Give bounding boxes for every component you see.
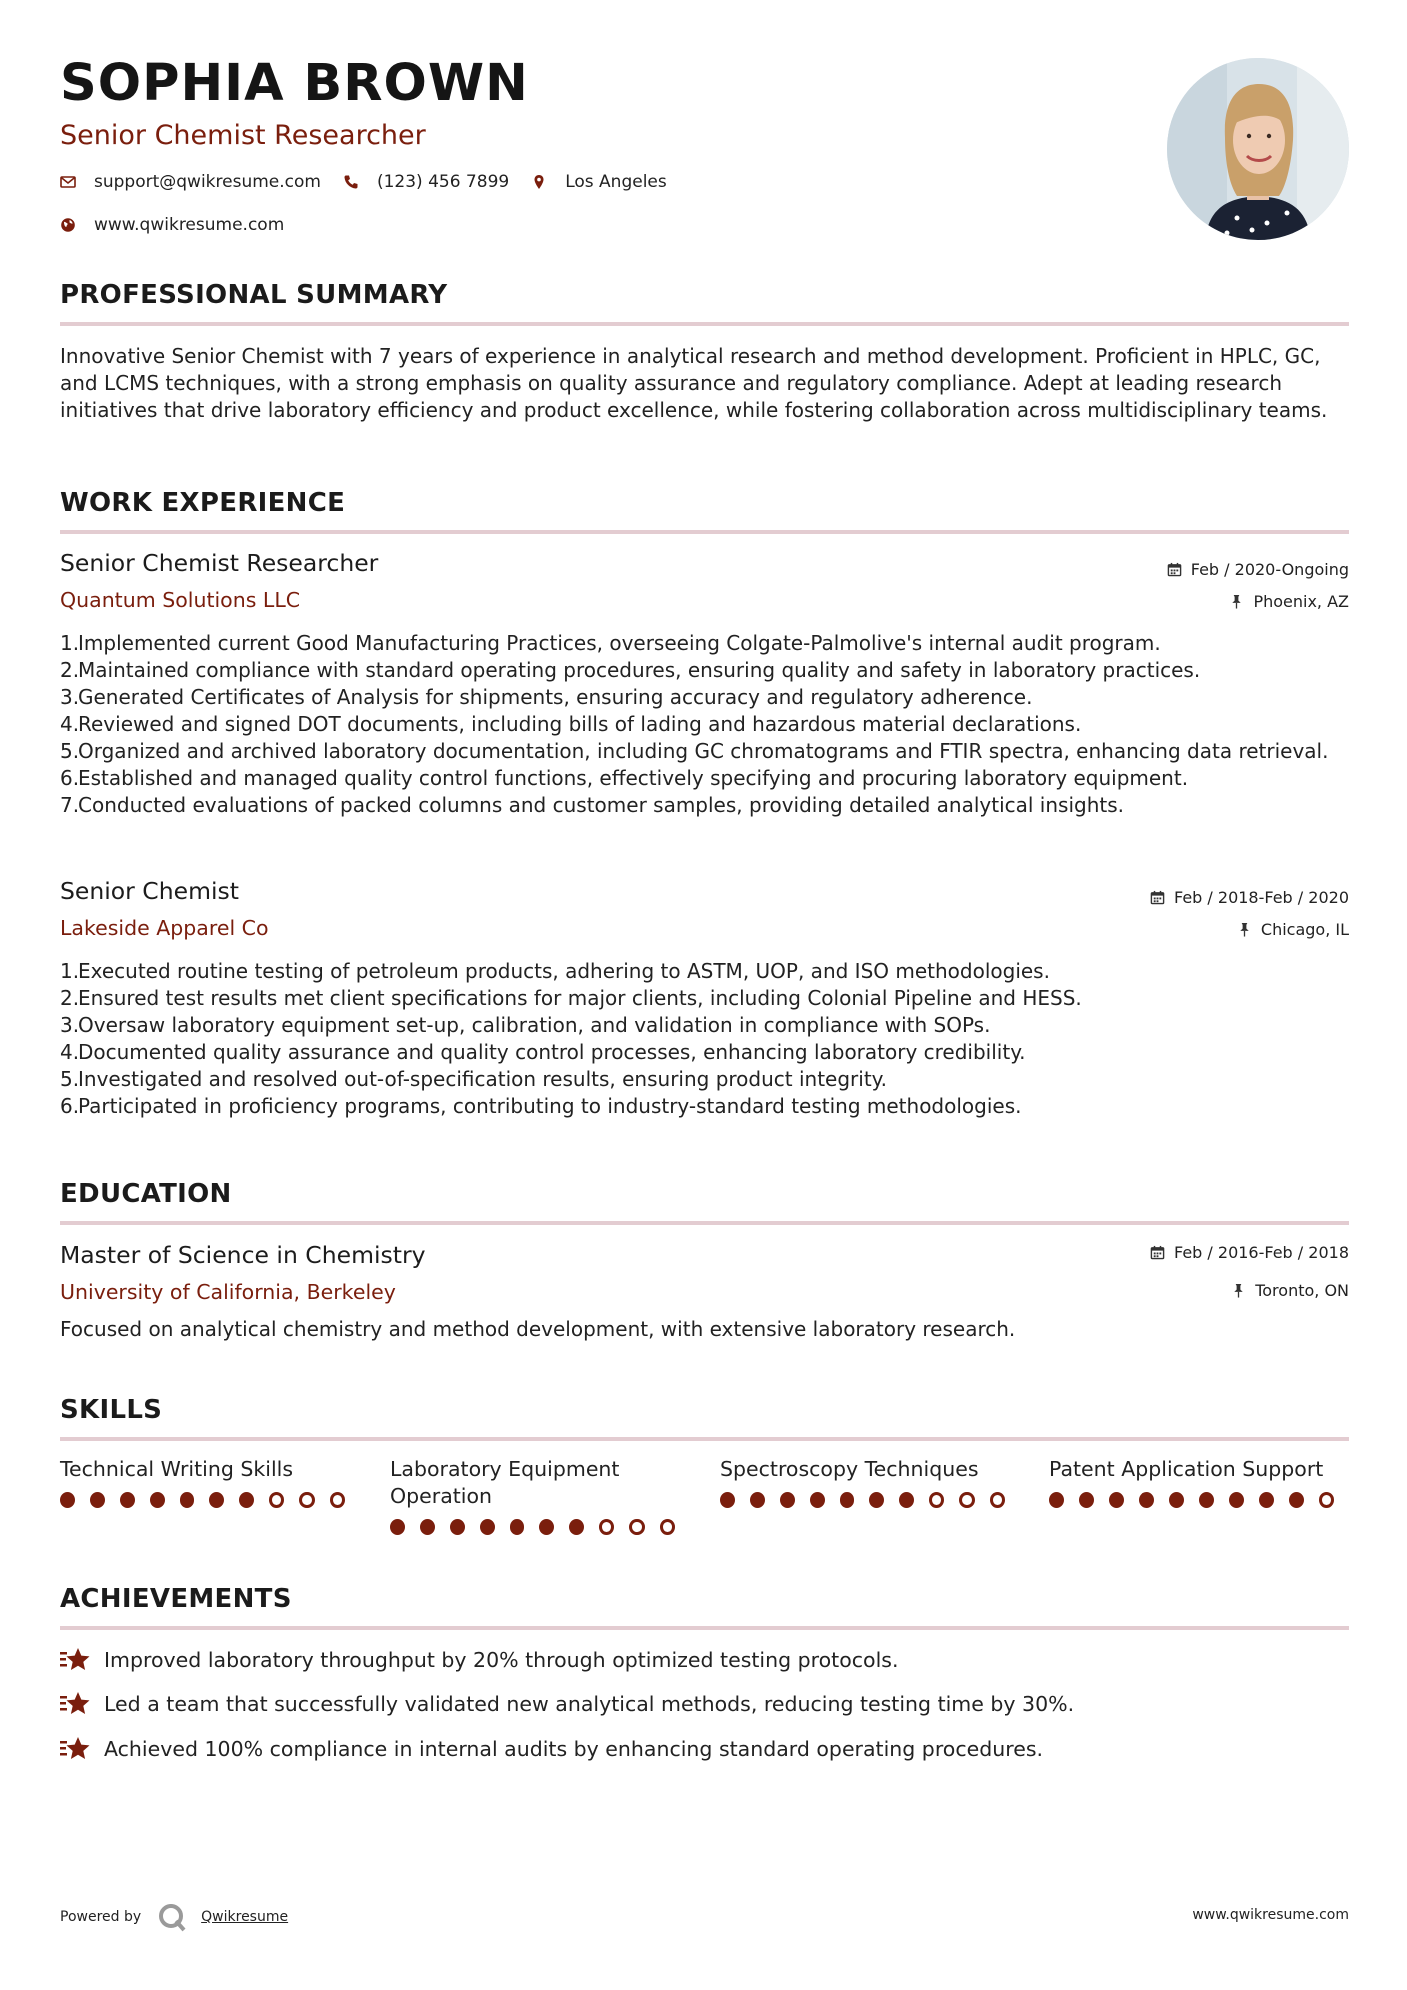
website-text: www.qwikresume.com [94,215,285,235]
list-text: Investigated and resolved out-of-specification results, ensuring product integrity. [78,1067,888,1091]
rating-dot-filled [1259,1492,1274,1508]
job-dates-text: Feb / 2018-Feb / 2020 [1174,888,1349,907]
location-item [531,172,667,192]
skill-name: Laboratory Equipment Operation [390,1457,620,1508]
powered-by-label: Powered by [60,1909,142,1925]
list-item [60,738,1349,765]
job-bullets [60,958,1349,1120]
achievement-item [60,1736,1043,1762]
education-dates [1150,1243,1349,1262]
rating-dot-filled [899,1492,914,1508]
rating-dot-empty [660,1519,675,1535]
job-dates-text: Feb / 2020-Ongoing [1190,560,1349,579]
education-heading: EDUCATION [60,1179,1349,1225]
achievement-text: Achieved 100% compliance in internal audits by enhancing standard operating procedures. [104,1737,1044,1761]
job-company: Lakeside Apparel Co [60,916,269,940]
list-text: Documented quality assurance and quality control processes, enhancing laboratory credibility. [78,1040,1026,1064]
job-location-text: Chicago, IL [1260,920,1349,939]
map-pin-icon [531,174,547,190]
list-text: Maintained compliance with standard operating procedures, ensuring quality and safety in laboratory practices. [78,658,1201,682]
rating-dot-filled [1229,1492,1244,1508]
profile-photo [1167,58,1349,240]
education-location-text: Toronto, ON [1255,1281,1349,1300]
job-dates [1167,560,1349,579]
contact-row [60,172,689,192]
summary-text: Innovative Senior Chemist with 7 years of experience in analytical research and method development. Proficient in HPLC, GC, and LCMS techniques, with a strong emphasis on quality assurance and regulatory compliance. Adept at leading research initiatives that drive laboratory efficiency and product excellence, while fostering collaboration across multidisciplinary teams. [60,344,1328,422]
school-name: University of California, Berkeley [60,1280,396,1304]
rating-dot-filled [120,1492,135,1508]
job-location [1229,592,1349,611]
skill-name: Patent Application Support [1049,1457,1324,1481]
list-text: Conducted evaluations of packed columns and customer samples, providing detailed analytical insights. [78,793,1124,817]
rating-dot-filled [150,1492,165,1508]
list-text: Ensured test results met client specifications for major clients, including Colonial Pipeline and HESS. [78,986,1082,1010]
list-item [60,792,1349,819]
rating-dot-empty [1319,1492,1334,1508]
list-item [60,1093,1349,1120]
job-title: Senior Chemist [60,877,239,905]
job-location [1237,920,1349,939]
list-text: Organized and archived laboratory documentation, including GC chromatograms and FTIR spectra, enhancing data retrieval. [78,739,1329,763]
skill-rating [60,1492,360,1508]
rating-dot-filled [510,1519,525,1535]
skills-heading: SKILLS [60,1395,1349,1441]
list-item [60,985,1349,1012]
list-number: 4. [60,1040,80,1064]
skill-item [1049,1456,1349,1508]
list-number: 6. [60,766,80,790]
list-item [60,1039,1349,1066]
list-number: 7. [60,793,80,817]
rating-dot-filled [1079,1492,1094,1508]
rating-dot-empty [299,1492,314,1508]
list-number: 5. [60,739,80,763]
list-text: Oversaw laboratory equipment set-up, calibration, and validation in compliance with SOPs. [78,1013,991,1037]
list-number: 2. [60,986,80,1010]
list-number: 3. [60,685,80,709]
job-dates [1150,888,1349,907]
achievement-text: Improved laboratory throughput by 20% through optimized testing protocols. [104,1648,899,1672]
rating-dot-empty [330,1492,345,1508]
list-text: Reviewed and signed DOT documents, including bills of lading and hazardous material declarations. [78,712,1082,736]
job-location-text: Phoenix, AZ [1253,592,1349,611]
footer-powered-by [60,1902,288,1932]
skill-item [60,1456,360,1508]
email-item[interactable] [60,172,321,192]
list-item [60,1012,1349,1039]
qwikresume-logo-icon [157,1902,187,1932]
list-item [60,630,1349,657]
rating-dot-filled [569,1519,584,1535]
list-number: 1. [60,959,80,983]
list-number: 1. [60,631,80,655]
rating-dot-filled [180,1492,195,1508]
summary-heading: PROFESSIONAL SUMMARY [60,280,1349,326]
skill-item [720,1456,1020,1508]
pushpin-icon [1231,1283,1246,1298]
education-description: Focused on analytical chemistry and method development, with extensive laboratory research. [60,1317,1016,1341]
calendar-icon [1167,562,1182,577]
rating-dot-filled [539,1519,554,1535]
website-item[interactable] [60,215,284,235]
skill-name: Technical Writing Skills [60,1457,294,1481]
achievements-heading: ACHIEVEMENTS [60,1584,1349,1630]
achievement-item [60,1691,1074,1717]
degree-title: Master of Science in Chemistry [60,1241,426,1269]
contact-row-website [60,215,306,235]
achievement-item [60,1647,898,1673]
list-item [60,684,1349,711]
calendar-icon [1150,890,1165,905]
skill-name: Spectroscopy Techniques [720,1457,979,1481]
list-number: 3. [60,1013,80,1037]
list-item [60,1066,1349,1093]
education-location [1231,1281,1349,1300]
list-number: 5. [60,1067,80,1091]
star-award-icon [60,1647,90,1673]
calendar-icon [1150,1245,1165,1260]
job-title: Senior Chemist Researcher [60,549,379,577]
rating-dot-empty [629,1519,644,1535]
phone-item[interactable] [343,172,509,192]
list-number: 4. [60,712,80,736]
rating-dot-empty [959,1492,974,1508]
list-text: Participated in proficiency programs, contributing to industry-standard testing methodologies. [78,1094,1022,1118]
skill-rating [390,1519,690,1535]
candidate-title: Senior Chemist Researcher [60,120,426,151]
list-text: Implemented current Good Manufacturing Practices, overseeing Colgate-Palmolive's internal audit program. [78,631,1161,655]
job-company: Quantum Solutions LLC [60,588,301,612]
rating-dot-empty [599,1519,614,1535]
phone-icon [343,174,359,190]
skill-rating [1049,1492,1349,1508]
education-dates-text: Feb / 2016-Feb / 2018 [1174,1243,1349,1262]
rating-dot-filled [1289,1492,1304,1508]
star-award-icon [60,1736,90,1762]
list-item [60,711,1349,738]
skill-item [390,1456,690,1535]
achievement-text: Led a team that successfully validated new analytical methods, reducing testing time by 30%. [104,1692,1075,1716]
rating-dot-filled [1169,1492,1184,1508]
rating-dot-filled [780,1492,795,1508]
list-item [60,958,1349,985]
rating-dot-filled [60,1492,75,1508]
rating-dot-filled [420,1519,435,1535]
rating-dot-empty [269,1492,284,1508]
list-text: Generated Certificates of Analysis for shipments, ensuring accuracy and regulatory adherence. [78,685,1033,709]
list-text: Established and managed quality control functions, effectively specifying and procuring laboratory equipment. [78,766,1189,790]
location-text: Los Angeles [565,172,667,192]
rating-dot-filled [869,1492,884,1508]
list-item [60,765,1349,792]
list-item [60,657,1349,684]
rating-dot-filled [840,1492,855,1508]
rating-dot-empty [990,1492,1005,1508]
rating-dot-filled [810,1492,825,1508]
rating-dot-filled [480,1519,495,1535]
list-text: Executed routine testing of petroleum products, adhering to ASTM, UOP, and ISO methodologies. [78,959,1050,983]
rating-dot-filled [1139,1492,1154,1508]
qwikresume-link[interactable]: Qwikresume [201,1909,289,1925]
rating-dot-filled [1199,1492,1214,1508]
job-bullets [60,630,1349,819]
rating-dot-filled [720,1492,735,1508]
rating-dot-filled [90,1492,105,1508]
candidate-name: SOPHIA BROWN [60,54,529,113]
experience-heading: WORK EXPERIENCE [60,488,1349,534]
rating-dot-filled [1049,1492,1064,1508]
footer-website[interactable]: www.qwikresume.com [1192,1907,1349,1923]
list-number: 6. [60,1094,80,1118]
skill-rating [720,1492,1020,1508]
globe-icon [60,217,76,233]
rating-dot-filled [390,1519,405,1535]
rating-dot-filled [750,1492,765,1508]
rating-dot-empty [929,1492,944,1508]
phone-text: (123) 456 7899 [376,172,510,192]
rating-dot-filled [239,1492,254,1508]
star-award-icon [60,1691,90,1717]
email-icon [60,174,76,190]
pushpin-icon [1237,922,1252,937]
rating-dot-filled [209,1492,224,1508]
pushpin-icon [1229,594,1244,609]
rating-dot-filled [450,1519,465,1535]
list-number: 2. [60,658,80,682]
rating-dot-filled [1109,1492,1124,1508]
email-text: support@qwikresume.com [94,172,321,192]
